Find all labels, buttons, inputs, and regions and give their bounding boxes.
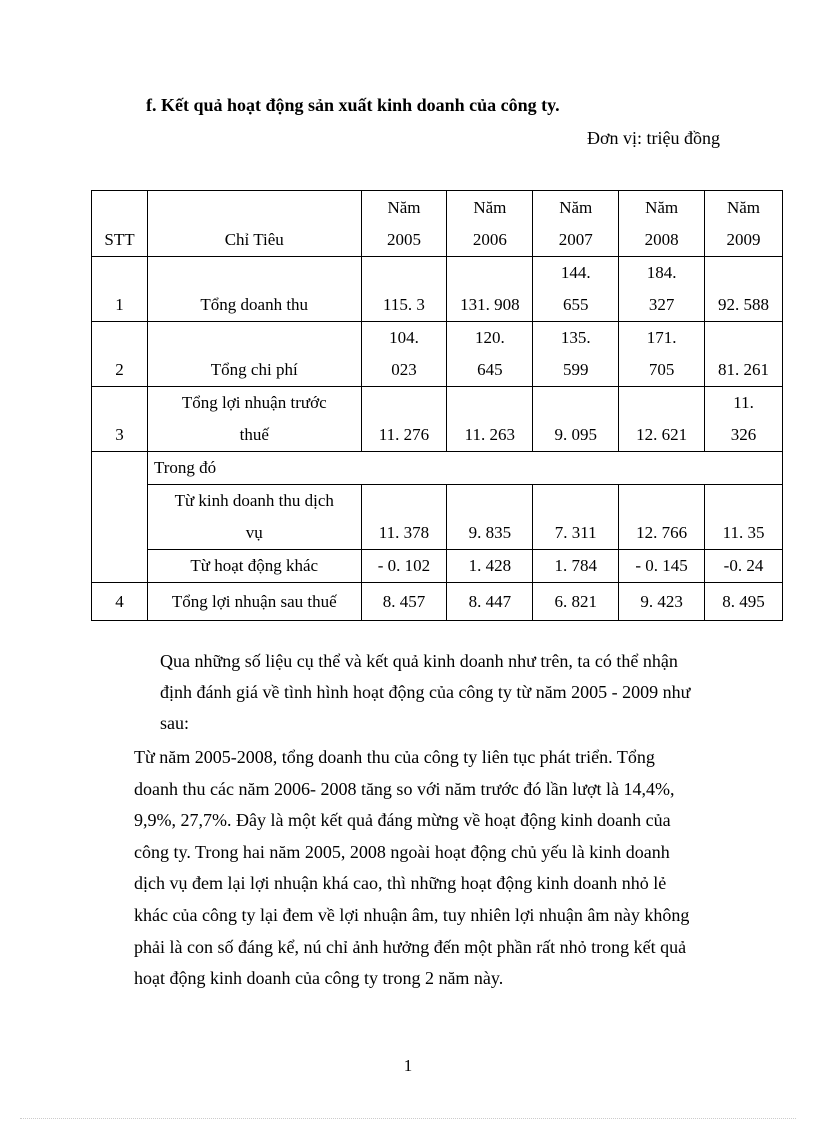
row-value: 184. 327 [619,257,705,322]
business-results-table [91,190,783,621]
section-prefix: f. [146,95,161,115]
row-label: Tổng lợi nhuận sau thuế [147,583,361,621]
row-label: Tổng doanh thu [147,257,361,322]
text-line: định đánh giá về tình hình hoạt động của công ty từ năm 2005 - 2009 như [160,682,691,702]
text-line: khác của công ty lại đem về lợi nhuận âm, tuy nhiên lợi nhuận âm này không [134,904,690,925]
row-value: 12. 766 [619,485,705,550]
page-bottom-divider [20,1118,796,1119]
table-row [92,550,783,583]
header-indicator: Chỉ Tiêu [147,191,361,257]
row-value: 11. 35 [705,485,783,550]
row-value: 1. 428 [447,550,533,583]
in-which-label: Trong đó [147,452,782,485]
text-line: phải là con số đáng kể, nú chỉ ảnh hưởng đến một phần rất nhỏ trong kết quả [134,936,687,957]
text-line: hoạt động kinh doanh của công ty trong 2 năm này. [134,968,504,989]
header-year: Năm 2007 [533,191,619,257]
row-stt: 2 [92,322,148,387]
header-year: Năm 2008 [619,191,705,257]
row-value: 120. 645 [447,322,533,387]
row-value: 171. 705 [619,322,705,387]
table-row-in-which [92,452,783,485]
text-line: doanh thu các năm 2006- 2008 tăng so với năm trước đó lần lượt là 14,4%, [134,778,675,799]
row-value: 135. 599 [533,322,619,387]
row-value: 131. 908 [447,257,533,322]
row-label: Tổng chi phí [147,322,361,387]
row-value: - 0. 145 [619,550,705,583]
row-stt: 1 [92,257,148,322]
row-label: Từ kinh doanh thu dịch vụ [147,485,361,550]
body-paragraph [134,742,740,995]
row-value: 8. 457 [361,583,447,621]
text-line: công ty. Trong hai năm 2005, 2008 ngoài hoạt động chủ yếu là kinh doanh [134,841,670,862]
row-value: 11. 276 [361,387,447,452]
header-year: Năm 2006 [447,191,533,257]
section-title: Kết quả hoạt động sản xuất kinh doanh của công ty. [161,95,560,115]
row-value: - 0. 102 [361,550,447,583]
row-stt: 4 [92,583,148,621]
table-row [92,485,783,550]
row-value: 12. 621 [619,387,705,452]
table-row [92,583,783,621]
table-row [92,322,783,387]
text-line: Qua những số liệu cụ thể và kết quả kinh doanh như trên, ta có thể nhận [160,651,678,671]
header-year: Năm 2009 [705,191,783,257]
row-value: 9. 423 [619,583,705,621]
text-line: dịch vụ đem lại lợi nhuận khá cao, thì những hoạt động kinh doanh nhỏ lẻ [134,873,667,894]
row-value: 6. 821 [533,583,619,621]
row-value: -0. 24 [705,550,783,583]
header-stt: STT [92,191,148,257]
section-heading [146,95,560,116]
text-line: sau: [160,713,189,733]
page-number: 1 [403,1056,413,1075]
row-value: 11. 326 [705,387,783,452]
row-value: 81. 261 [705,322,783,387]
text-line: Từ năm 2005-2008, tổng doanh thu của công ty liên tục phát triển. Tổng [134,747,655,767]
row-label: Từ hoạt động khác [147,550,361,583]
unit-label: Đơn vị: triệu đồng [587,128,721,148]
row-value: 9. 095 [533,387,619,452]
table-row [92,257,783,322]
table-header-row [92,191,783,257]
row-value: 8. 447 [447,583,533,621]
row-value: 104. 023 [361,322,447,387]
intro-paragraph [160,646,740,739]
row-value: 11. 378 [361,485,447,550]
table-row [92,387,783,452]
row-value: 11. 263 [447,387,533,452]
row-value: 8. 495 [705,583,783,621]
row-value: 144. 655 [533,257,619,322]
text-line: 9,9%, 27,7%. Đây là một kết quả đáng mừng về hoạt động kinh doanh của [134,810,671,831]
row-value: 1. 784 [533,550,619,583]
header-year: Năm 2005 [361,191,447,257]
row-stt-empty [92,452,148,583]
row-value: 9. 835 [447,485,533,550]
row-label: Tổng lợi nhuận trước thuế [147,387,361,452]
row-value: 115. 3 [361,257,447,322]
row-value: 7. 311 [533,485,619,550]
row-value: 92. 588 [705,257,783,322]
row-stt: 3 [92,387,148,452]
